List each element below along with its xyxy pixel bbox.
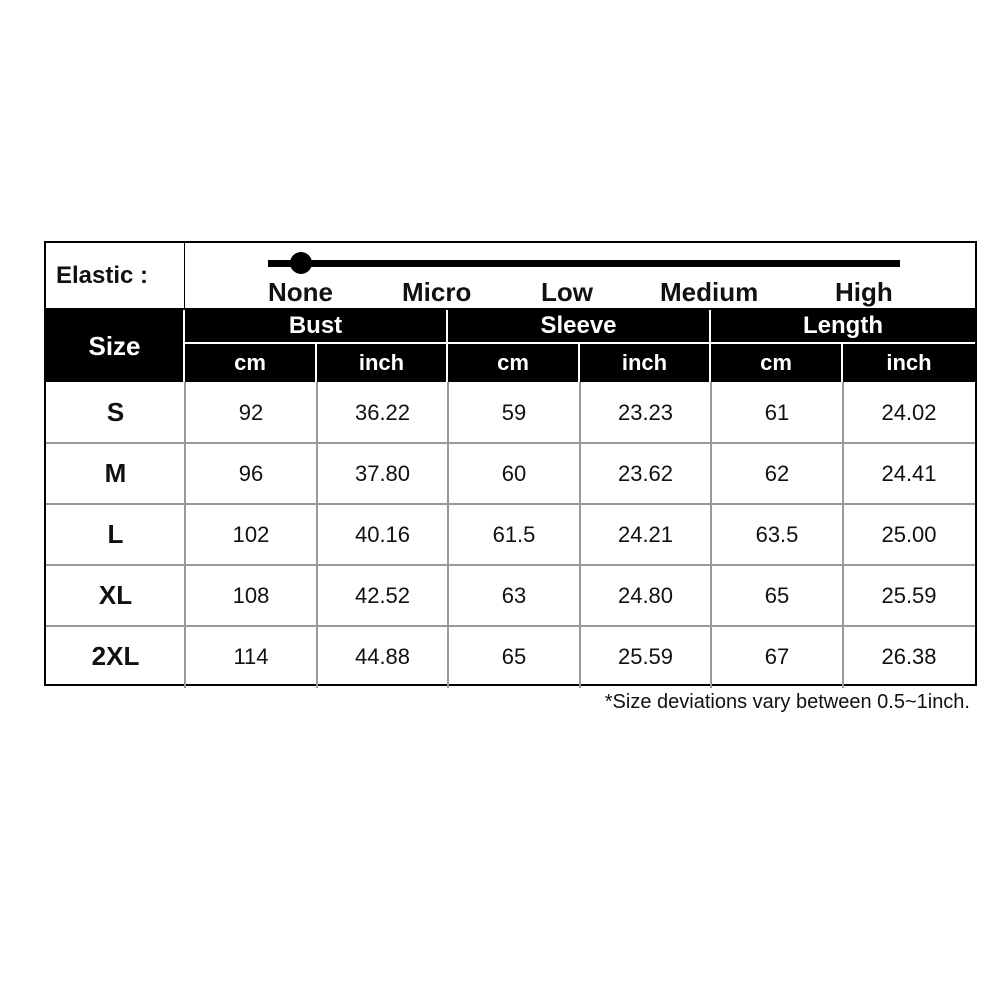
value-cell: 23.23 (617, 399, 674, 425)
value-cell: 65 (501, 643, 527, 669)
size-cell: L (107, 519, 124, 549)
value-cell: 24.80 (617, 582, 674, 608)
value-cell: 63.5 (755, 521, 799, 547)
value-cell: 61 (764, 399, 790, 425)
value-cell: 40.16 (354, 521, 411, 547)
elastic-row (46, 243, 975, 310)
elastic-level-medium: Medium (660, 277, 759, 307)
elastic-level-low: Low (541, 277, 593, 307)
value-cell: 24.21 (617, 521, 674, 547)
size-cell: 2XL (91, 641, 140, 671)
value-cell: 24.41 (881, 460, 937, 486)
unit-header: inch (580, 344, 711, 382)
unit-header: inch (317, 344, 448, 382)
elastic-indicator-dot (290, 252, 312, 274)
value-cell: 44.88 (354, 643, 411, 669)
column-divider (447, 382, 449, 688)
unit-header: cm (185, 344, 317, 382)
value-cell: 42.52 (354, 582, 411, 608)
size-cell: XL (98, 580, 133, 610)
value-cell: 59 (501, 399, 527, 425)
size-chart (44, 241, 977, 686)
value-cell: 62 (764, 460, 790, 486)
value-cell: 92 (238, 399, 264, 425)
value-cell: 65 (764, 582, 790, 608)
value-cell: 63 (501, 582, 527, 608)
value-cell: 67 (764, 643, 790, 669)
elastic-level-high: High (835, 277, 893, 307)
value-cell: 37.80 (354, 460, 411, 486)
elastic-scale-line (268, 260, 900, 267)
value-cell: 26.38 (881, 643, 937, 669)
value-cell: 36.22 (354, 399, 411, 425)
size-cell: M (104, 458, 127, 488)
value-cell: 25.59 (881, 582, 937, 608)
size-cell: S (106, 397, 125, 427)
elastic-level-micro: Micro (402, 277, 472, 307)
value-cell: 24.02 (881, 399, 937, 425)
table-header (46, 310, 975, 382)
value-cell: 114 (233, 643, 269, 669)
length-header: Length (711, 310, 975, 344)
unit-header: inch (886, 350, 932, 375)
value-cell: 96 (238, 460, 264, 486)
column-divider (842, 382, 844, 688)
value-cell: 61.5 (492, 521, 536, 547)
column-divider (316, 382, 318, 688)
value-cell: 102 (232, 521, 270, 547)
unit-header: cm (711, 344, 843, 382)
bust-header: Bust (185, 310, 448, 344)
value-cell: 60 (501, 460, 527, 486)
sleeve-header: Sleeve (448, 310, 711, 344)
value-cell: 108 (232, 582, 270, 608)
size-footnote: *Size deviations vary between 0.5~1inch. (604, 691, 970, 713)
column-divider (184, 382, 186, 688)
value-cell: 23.62 (617, 460, 674, 486)
unit-header: cm (448, 344, 580, 382)
size-header: Size (46, 310, 185, 382)
elastic-label: Elastic : (46, 243, 185, 308)
column-divider (710, 382, 712, 688)
column-divider (579, 382, 581, 688)
value-cell: 25.59 (617, 643, 674, 669)
value-cell: 25.00 (881, 521, 937, 547)
elastic-level-none: None (268, 277, 333, 307)
